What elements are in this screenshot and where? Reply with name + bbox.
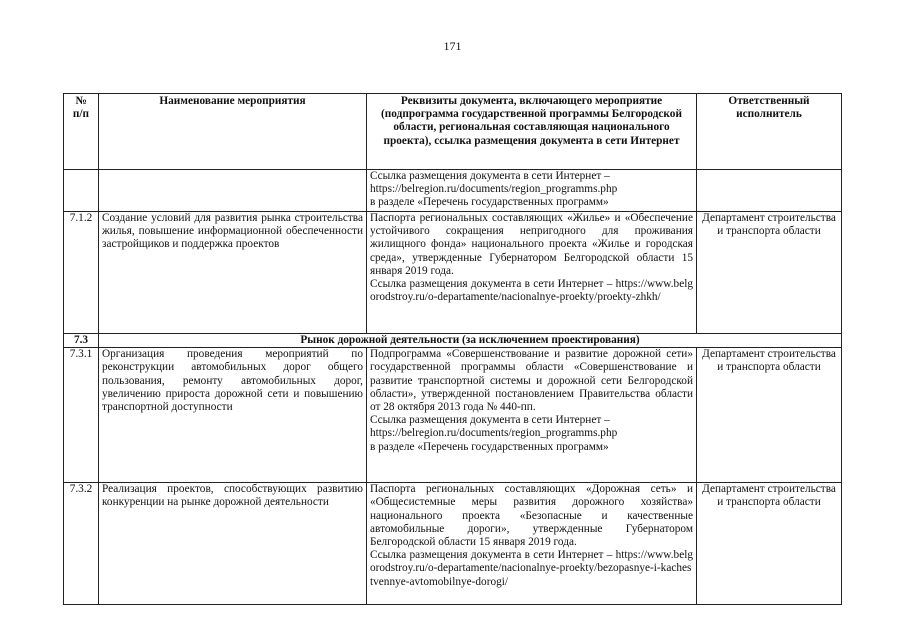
requisites-line: в разделе «Перечень государственных программ»	[370, 440, 609, 453]
requisites-line: в разделе «Перечень государственных программ»	[370, 196, 609, 209]
page-number: 171	[443, 39, 462, 53]
row-num: 7.1.2	[64, 212, 99, 334]
requisites-line: Паспорта региональных составляющих «Дорожная сеть» и «Общесистемные меры развития дорожного хозяйства» национального проекта «Безопасные и качественные автомобильные дороги», утвержденные Губернатором Белгородской области 15 января 2019 года.	[370, 483, 693, 549]
header-requisites: Реквизиты документа, включающего мероприятие (подпрограмма государственной программы Белгородской области, региональная составляющая национального проекта), ссылка размещения документа в сети Интернет	[367, 94, 697, 170]
requisites-link[interactable]: Ссылка размещения документа в сети Интернет – https://www.belgorodstroy.ru/o-departamente/nacionalnye-proekty/bezopasnye-i-kachestvennye-avtomobilnye-dorogi/	[370, 549, 693, 588]
row-name: Создание условий для развития рынка строительства жилья, повышение информационной обеспеченности застройщиков и поддержка проектов	[99, 212, 367, 334]
table-row	[64, 483, 842, 605]
row-executor: Департамент строительства и транспорта области	[697, 348, 842, 483]
row-num: 7.3.2	[64, 483, 99, 605]
row-name: Организация проведения мероприятий по реконструкции автомобильных дорог общего пользования, ремонту автомобильных дорог, увеличению прироста дорожной сети и повышению транспортной доступности	[99, 348, 367, 483]
requisites-link[interactable]: https://belregion.ru/documents/region_programms.php	[370, 427, 618, 440]
row-executor	[697, 170, 842, 212]
table-row	[64, 348, 842, 483]
header-num: № п/п	[64, 94, 99, 170]
requisites-link[interactable]: https://belregion.ru/documents/region_programms.php	[370, 183, 618, 196]
row-executor: Департамент строительства и транспорта области	[697, 212, 842, 334]
header-name: Наименование мероприятия	[99, 94, 367, 170]
requisites-line: Ссылка размещения документа в сети Интернет –	[370, 414, 610, 427]
row-requisites	[367, 348, 697, 483]
section-title: Рынок дорожной деятельности (за исключением проектирования)	[99, 334, 842, 348]
row-name: Реализация проектов, способствующих развитию конкуренции на рынке дорожной деятельности	[99, 483, 367, 605]
requisites-line: Паспорта региональных составляющих «Жилье» и «Обеспечение устойчивого сокращения непригодного для проживания жилищного фонда» национального проекта «Жилье и городская среда», утвержденные Губернатором Белгородской области 15 января 2019 года.	[370, 212, 693, 277]
row-requisites	[367, 483, 697, 605]
row-num	[64, 170, 99, 212]
requisites-link[interactable]: Ссылка размещения документа в сети Интернет – https://www.belgorodstroy.ru/o-departamente/nacionalnye-proekty/proekty-zhkh/	[370, 278, 693, 304]
section-row	[64, 334, 842, 348]
row-name	[99, 170, 367, 212]
requisites-line: Ссылка размещения документа в сети Интернет –	[370, 170, 610, 182]
section-num: 7.3	[64, 334, 99, 348]
measures-table	[63, 93, 842, 605]
row-num: 7.3.1	[64, 348, 99, 483]
row-requisites	[367, 170, 697, 212]
row-executor: Департамент строительства и транспорта области	[697, 483, 842, 605]
table-row	[64, 170, 842, 212]
row-requisites	[367, 212, 697, 334]
header-executor: Ответственный исполнитель	[697, 94, 842, 170]
table-row	[64, 212, 842, 334]
table-header-row	[64, 94, 842, 170]
requisites-line: Подпрограмма «Совершенствование и развитие дорожной сети» государственной программы области «Совершенствование и развитие транспортной системы и дорожной сети Белгородской области», утвержденной постановлением Правительства области от 28 октября 2013 года № 440-пп.	[370, 348, 693, 414]
